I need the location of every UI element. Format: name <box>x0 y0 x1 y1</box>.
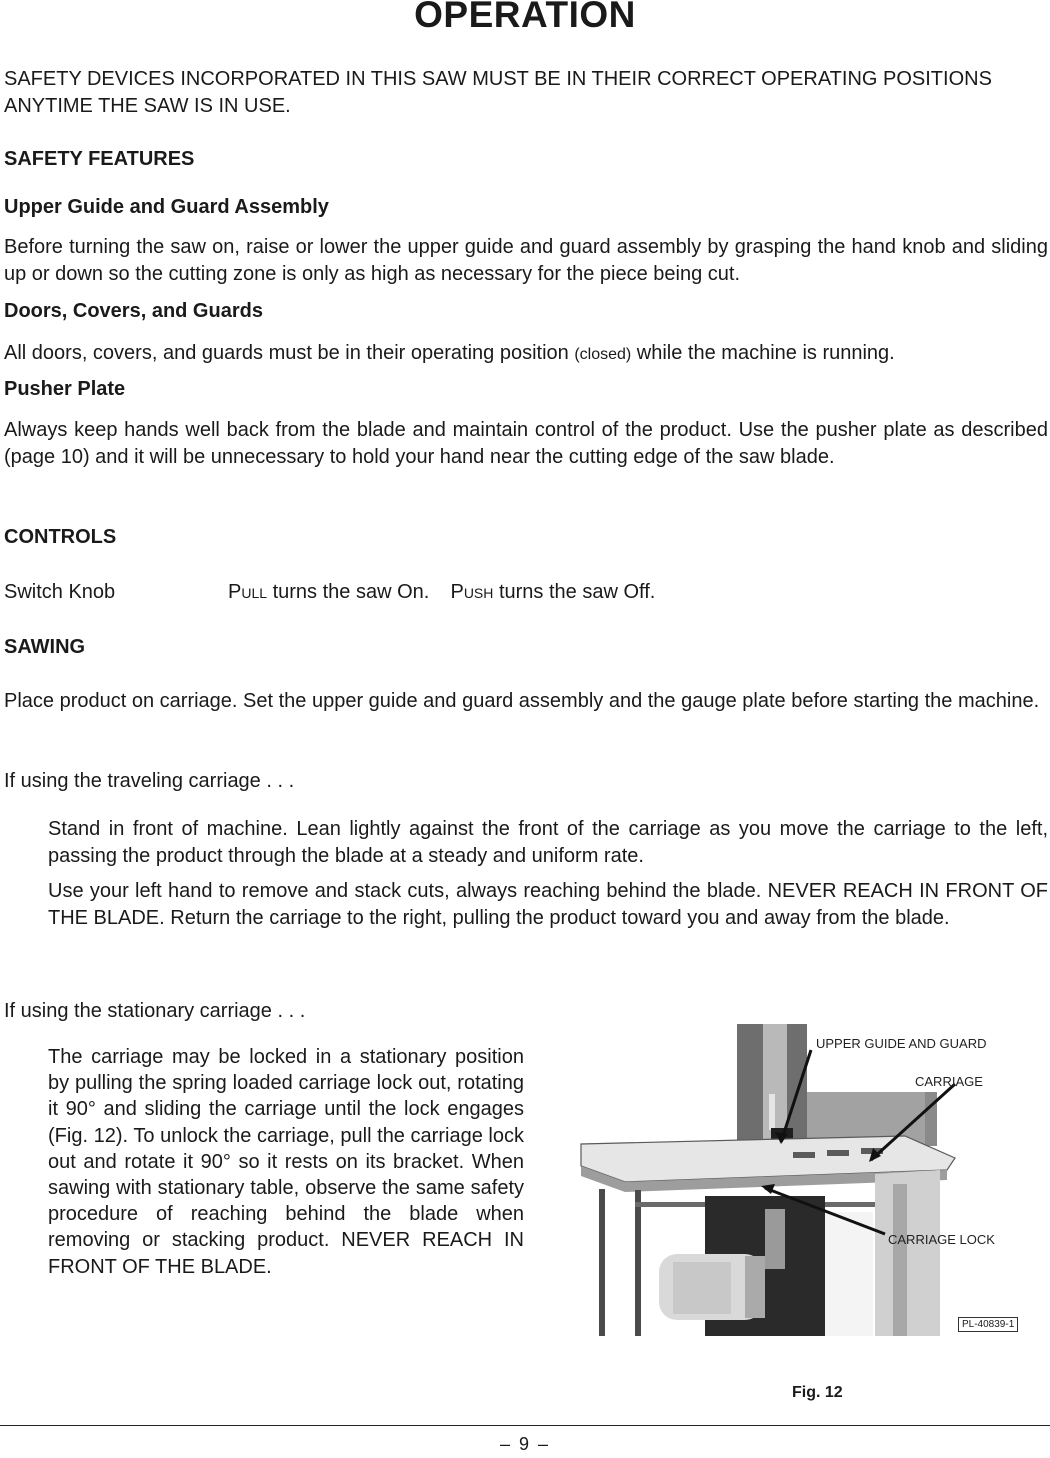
right-cabinet <box>875 1170 940 1336</box>
upper-guide-heading: Upper Guide and Guard Assembly <box>4 196 329 218</box>
label-upper-guide: UPPER GUIDE AND GUARD <box>816 1036 987 1051</box>
label-carriage: CARRIAGE <box>915 1074 983 1089</box>
pull-small: ULL <box>241 585 268 601</box>
stationary-carriage-heading: If using the stationary carriage . . . <box>4 1000 306 1022</box>
safety-features-heading: SAFETY FEATURES <box>4 148 195 170</box>
upper-guide-body: Before turning the saw on, raise or lower the upper guide and guard assembly by grasping the hand knob and sliding up or down so the cutting zone is only as high as necessary for the piece being cut. <box>4 236 1048 285</box>
traveling-paragraph-2: Use your left hand to remove and stack cuts, always reaching behind the blade. NEVER REACH IN FRONT OF THE BLADE. Return the carriage to the right, pulling the product toward you and away from the blade. <box>48 880 1048 929</box>
doors-body-text-a: All doors, covers, and guards must be in their operating position <box>4 342 569 364</box>
label-carriage-lock: CARRIAGE LOCK <box>888 1232 995 1247</box>
footer-divider <box>0 1425 1050 1426</box>
stationary-body: The carriage may be locked in a stationary position by pulling the spring loaded carriage lock out, rotating it 90° and sliding the carriage until the lock engages (Fig. 12). To unlock the carriage, pull the carriage lock out and rotate it 90° so it rests on its bracket. When sawing with stationary table, observe the same safety procedure of reaching behind the blade when removing or stacking product. NEVER REACH IN FRONT OF THE BLADE. <box>48 1046 524 1278</box>
front-left-leg <box>599 1189 605 1336</box>
controls-heading: CONTROLS <box>4 526 117 548</box>
traveling-carriage-heading: If using the traveling carriage . . . <box>4 770 295 792</box>
push-small: USH <box>463 585 494 601</box>
switch-knob-label: Switch Knob <box>4 581 116 603</box>
figure-12 <box>575 1024 1035 1336</box>
pusher-plate-heading: Pusher Plate <box>4 378 126 400</box>
pull-cap: P <box>228 581 242 603</box>
pull-text: turns the saw On. <box>272 581 430 603</box>
switch-knob-description <box>228 579 655 607</box>
doors-heading: Doors, Covers, and Guards <box>4 300 263 322</box>
safety-notice: SAFETY DEVICES INCORPORATED IN THIS SAW MUST BE IN THEIR CORRECT OPERATING POSITIONS ANYTIME THE SAW IS IN USE. <box>4 68 992 117</box>
push-text: turns the saw Off. <box>498 581 656 603</box>
pusher-plate-body: Always keep hands well back from the blade and maintain control of the product. Use the pusher plate as described (page 10) and it will be unnecessary to hold your hand near the cutting edge of the saw blade. <box>4 419 1048 468</box>
doors-body-closed: (closed) <box>574 346 632 363</box>
doors-body <box>4 340 1048 368</box>
doors-body-text-b: while the machine is running. <box>636 342 895 364</box>
traveling-paragraph-1: Stand in front of machine. Lean lightly against the front of the carriage as you move the carriage to the left, passing the product through the blade at a steady and uniform rate. <box>48 818 1048 867</box>
sawing-intro: Place product on carriage. Set the upper guide and guard assembly and the gauge plate before starting the machine. <box>4 690 1040 712</box>
page-number: – 9 – <box>499 1434 551 1454</box>
push-cap: P <box>450 581 464 603</box>
figure-caption: Fig. 12 <box>792 1384 843 1401</box>
part-number-box: PL-40839-1 <box>958 1317 1018 1332</box>
page-title: OPERATION <box>414 0 636 35</box>
sawing-heading: SAWING <box>4 636 86 658</box>
saw-illustration <box>575 1024 1035 1336</box>
